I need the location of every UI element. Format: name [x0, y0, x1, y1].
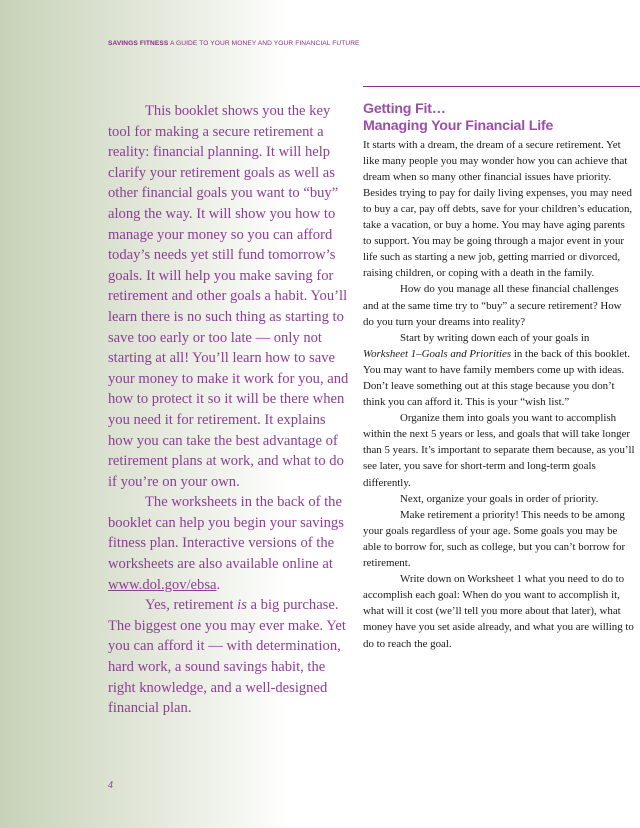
running-head-subtitle: A GUIDE TO YOUR MONEY AND YOUR FINANCIAL FUTURE: [169, 40, 360, 47]
section-heading-line-2: Managing Your Financial Life: [363, 117, 554, 134]
ebsa-link[interactable]: www.dol.gov/ebsa: [108, 576, 217, 593]
intro-paragraph-2: [108, 492, 352, 595]
running-head-brand: SAVINGS FITNESS: [108, 40, 169, 47]
page-number: 4: [108, 780, 113, 791]
intro-paragraph-3: [108, 595, 352, 719]
section-heading-line-1: Getting Fit…: [363, 101, 446, 117]
intro-paragraph-1: This booklet shows you the key tool for making a secure retirement a reality: financial planning. It will help clarify your retirement goals as well as other financial goals you want to “buy” along the way. It will show you how to manage your money so you can afford today’s needs yet still fund tomorrow’s goals. It will help you make saving for retirement and other goals a habit. You’ll learn there is no such thing as starting to save too early or too late — only not starting at all! You’ll learn how to save your money to make it work for you, and how to protect it so it will be there when you need it for retirement. It explains how you can take the best advantage of retirement plans at work, and what to do if you’re on your own.: [108, 103, 349, 490]
intro-paragraph-3-start: Yes, retirement: [145, 597, 238, 614]
section-paragraph-7: Write down on Worksheet 1 what you need to do to accomplish each goal: When do you want to accomplish it, what will it cost (we’ll tell you more about that later), what money have you set aside already, and what you are willing to do to reach the goal.: [363, 573, 634, 650]
section-paragraph-5: Next, organize your goals in order of priority.: [400, 492, 599, 505]
header-rule: [363, 86, 640, 87]
section-paragraph-4: Organize them into goals you want to accomplish within the next 5 years or less, and goals that will take longer than 5 years. It’s important to separate them because, as you’ll see later, you save for short-term and long-term goals differently.: [363, 412, 635, 489]
section-paragraph-3: [363, 330, 635, 410]
section-column: [363, 101, 635, 652]
worksheet-reference: Worksheet 1–Goals and Priorities: [363, 347, 512, 360]
running-head: [108, 40, 360, 47]
intro-column: [108, 101, 352, 719]
section-paragraph-3-start: Start by writing down each of your goals in: [400, 331, 590, 344]
section-paragraph-1: It starts with a dream, the dream of a secure retirement. Yet like many people you may wonder how you can achieve that dream when so many other financial issues have priority. Besides trying to pay for daily living expenses, you may need to buy a car, pay off debts, save for your children’s education, take a vacation, or buy a home. You may have aging parents to support. You may be going through a major event in your life such as starting a new job, getting married or divorced, raising children, or coping with a death in the family.: [363, 138, 633, 280]
section-heading: [363, 101, 635, 135]
section-paragraph-6: Make retirement a priority! This needs to be among your goals regardless of your age. Some goals you may be able to borrow for, such as college, but you can’t borrow for retirement.: [363, 508, 626, 570]
intro-paragraph-3-rest: a big purchase. The biggest one you may ever make. Yet you can afford it — with determination, hard work, a sound savings habit, the right knowledge, and a well-designed financial plan.: [108, 597, 346, 717]
section-paragraph-3-rest: in the back of this booklet. You may want to have family members come up with ideas. Don’t leave something out at this stage because you don’t think you can afford it. This is your “wish list.”: [363, 347, 631, 409]
intro-paragraph-3-emphasis: is: [237, 597, 247, 614]
section-paragraph-2: How do you manage all these financial challenges and at the same time try to “buy” a secure retirement? How do you turn your dreams into reality?: [363, 283, 622, 328]
intro-paragraph-2-text: The worksheets in the back of the booklet can help you begin your savings fitness plan. Interactive versions of the worksheets are also available online at: [108, 494, 344, 573]
intro-paragraph-2-end: .: [216, 576, 221, 593]
